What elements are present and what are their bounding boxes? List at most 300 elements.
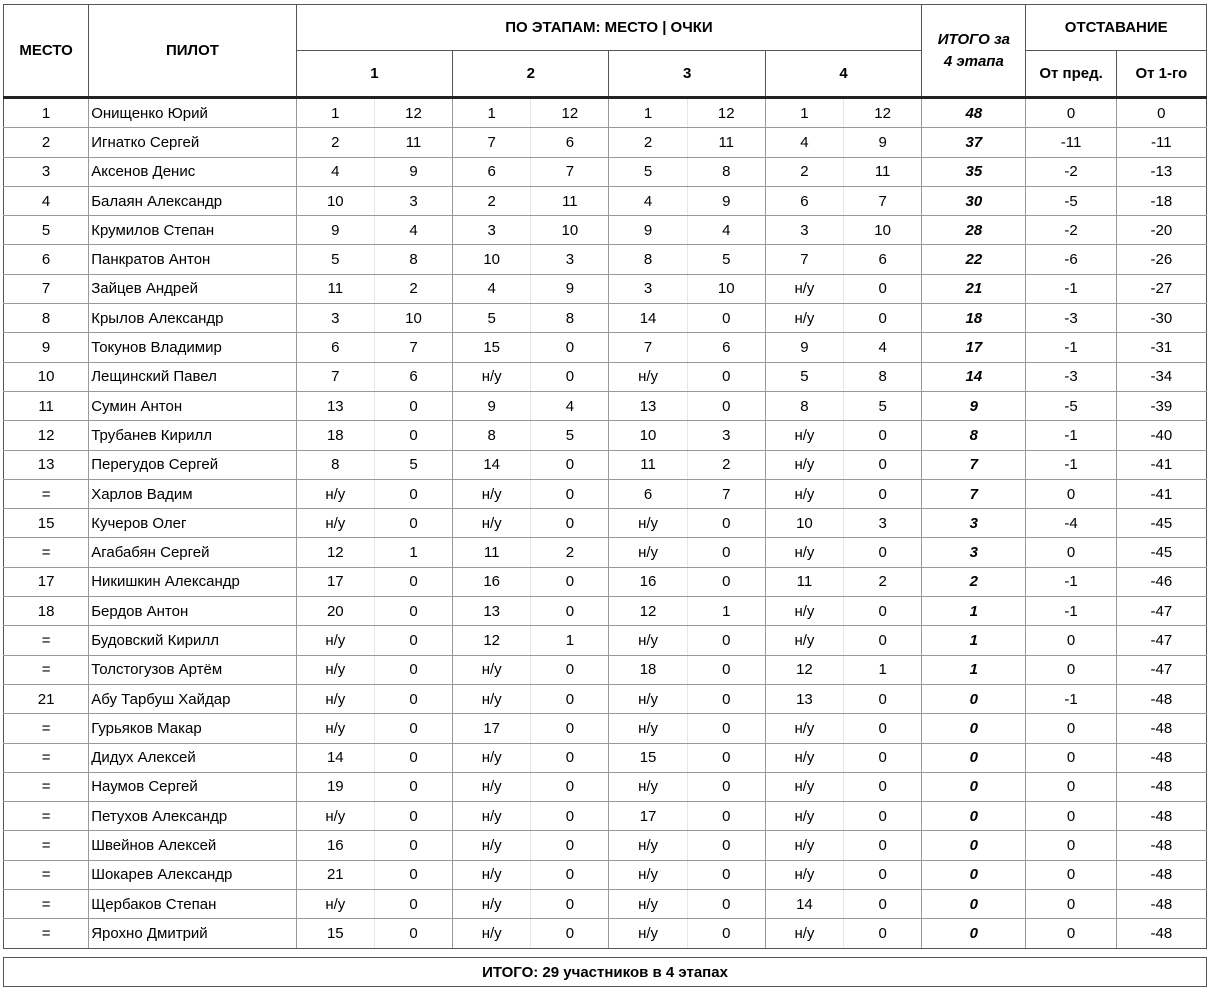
header-pilot: ПИЛОТ [89,5,297,98]
stage-1-place-cell: 8 [296,450,374,479]
stage-4-points-cell: 6 [844,245,922,274]
place-cell: 5 [4,216,89,245]
stage-4-place-cell: 5 [765,362,843,391]
gap-prev-cell: -5 [1026,186,1116,215]
stage-3-points-cell: 0 [687,714,765,743]
stage-3-points-cell: 4 [687,216,765,245]
pilot-name-cell: Крылов Александр [89,304,297,333]
stage-1-points-cell: 3 [374,186,452,215]
stage-3-place-cell: 15 [609,743,687,772]
total-points-cell: 17 [922,333,1026,362]
place-cell: = [4,919,89,948]
pilot-name-cell: Сумин Антон [89,391,297,420]
stage-3-points-cell: 0 [687,509,765,538]
pilot-name-cell: Никишкин Александр [89,567,297,596]
stage-2-place-cell: 14 [453,450,531,479]
stage-3-place-cell: 8 [609,245,687,274]
stage-2-points-cell: 0 [531,684,609,713]
total-points-cell: 8 [922,421,1026,450]
stage-3-place-cell: н/у [609,684,687,713]
stage-2-place-cell: 17 [453,714,531,743]
table-row [4,919,1207,948]
pilot-name-cell: Балаян Александр [89,186,297,215]
stage-4-points-cell: 9 [844,128,922,157]
pilot-name-cell: Шокарев Александр [89,860,297,889]
total-points-cell: 37 [922,128,1026,157]
table-row [4,450,1207,479]
stage-1-place-cell: н/у [296,802,374,831]
table-row [4,860,1207,889]
table-row [4,743,1207,772]
gap-prev-cell: 0 [1026,860,1116,889]
stage-1-place-cell: 2 [296,128,374,157]
total-points-cell: 0 [922,684,1026,713]
pilot-name-cell: Игнатко Сергей [89,128,297,157]
total-points-cell: 3 [922,509,1026,538]
total-points-cell: 1 [922,655,1026,684]
pilot-name-cell: Перегудов Сергей [89,450,297,479]
stage-3-place-cell: 4 [609,186,687,215]
pilot-name-cell: Швейнов Алексей [89,831,297,860]
stage-2-points-cell: 0 [531,333,609,362]
place-cell: 13 [4,450,89,479]
place-cell: 12 [4,421,89,450]
pilot-name-cell: Зайцев Андрей [89,274,297,303]
place-cell: 8 [4,304,89,333]
place-cell: = [4,626,89,655]
stage-4-points-cell: 4 [844,333,922,362]
stage-1-place-cell: 7 [296,362,374,391]
stage-2-points-cell: 1 [531,626,609,655]
stage-1-place-cell: н/у [296,890,374,919]
stage-2-place-cell: 7 [453,128,531,157]
pilot-name-cell: Лещинский Павел [89,362,297,391]
stage-3-points-cell: 9 [687,186,765,215]
stage-2-points-cell: 0 [531,831,609,860]
header-stages-title: ПО ЭТАПАМ: МЕСТО | ОЧКИ [296,5,922,51]
stage-3-place-cell: 12 [609,597,687,626]
stage-2-points-cell: 0 [531,772,609,801]
pilot-name-cell: Харлов Вадим [89,479,297,508]
pilot-name-cell: Аксенов Денис [89,157,297,186]
stage-4-place-cell: 12 [765,655,843,684]
stage-4-place-cell: н/у [765,714,843,743]
place-cell: 1 [4,98,89,128]
stage-2-place-cell: н/у [453,479,531,508]
pilot-name-cell: Абу Тарбуш Хайдар [89,684,297,713]
stage-4-place-cell: н/у [765,802,843,831]
place-cell: 21 [4,684,89,713]
stage-3-place-cell: 13 [609,391,687,420]
stage-1-points-cell: 5 [374,450,452,479]
stage-3-place-cell: н/у [609,538,687,567]
gap-first-cell: -34 [1116,362,1206,391]
table-row [4,567,1207,596]
stage-1-points-cell: 0 [374,421,452,450]
gap-first-cell: -39 [1116,391,1206,420]
place-cell: 15 [4,509,89,538]
table-row [4,802,1207,831]
stage-4-place-cell: н/у [765,919,843,948]
stage-4-points-cell: 12 [844,98,922,128]
place-cell: = [4,479,89,508]
gap-prev-cell: -1 [1026,684,1116,713]
place-cell: 2 [4,128,89,157]
pilot-name-cell: Щербаков Степан [89,890,297,919]
stage-3-points-cell: 0 [687,391,765,420]
place-cell: = [4,772,89,801]
stage-4-points-cell: 0 [844,304,922,333]
stage-3-place-cell: н/у [609,509,687,538]
header-gap: ОТСТАВАНИЕ [1026,5,1207,51]
stage-4-place-cell: 13 [765,684,843,713]
gap-first-cell: -41 [1116,479,1206,508]
gap-first-cell: -40 [1116,421,1206,450]
total-points-cell: 2 [922,567,1026,596]
stage-3-points-cell: 0 [687,802,765,831]
gap-first-cell: -31 [1116,333,1206,362]
gap-prev-cell: -6 [1026,245,1116,274]
header-stage-4: 4 [765,51,921,98]
stage-4-points-cell: 3 [844,509,922,538]
gap-prev-cell: -1 [1026,567,1116,596]
table-row [4,391,1207,420]
stage-1-points-cell: 0 [374,802,452,831]
gap-first-cell: -20 [1116,216,1206,245]
stage-3-points-cell: 0 [687,655,765,684]
stage-1-place-cell: 10 [296,186,374,215]
stage-3-place-cell: н/у [609,919,687,948]
place-cell: 11 [4,391,89,420]
pilot-name-cell: Гурьяков Макар [89,714,297,743]
table-row [4,684,1207,713]
stage-4-place-cell: 8 [765,391,843,420]
header-total [922,5,1026,98]
stage-3-points-cell: 0 [687,890,765,919]
table-row [4,421,1207,450]
pilot-name-cell: Кучеров Олег [89,509,297,538]
stage-1-place-cell: н/у [296,684,374,713]
stage-2-place-cell: 12 [453,626,531,655]
table-row [4,714,1207,743]
stage-4-points-cell: 0 [844,421,922,450]
table-row [4,626,1207,655]
stage-1-place-cell: н/у [296,479,374,508]
place-cell: 18 [4,597,89,626]
table-row [4,831,1207,860]
stage-3-points-cell: 0 [687,831,765,860]
place-cell: = [4,831,89,860]
gap-first-cell: -48 [1116,919,1206,948]
stage-2-place-cell: н/у [453,831,531,860]
stage-1-points-cell: 2 [374,274,452,303]
stage-2-points-cell: 0 [531,362,609,391]
stage-2-place-cell: н/у [453,684,531,713]
stage-4-place-cell: 11 [765,567,843,596]
stage-4-points-cell: 0 [844,772,922,801]
gap-first-cell: -48 [1116,772,1206,801]
stage-2-place-cell: н/у [453,655,531,684]
stage-4-points-cell: 10 [844,216,922,245]
gap-first-cell: -26 [1116,245,1206,274]
pilot-name-cell: Наумов Сергей [89,772,297,801]
gap-first-cell: -47 [1116,655,1206,684]
gap-first-cell: -48 [1116,831,1206,860]
table-row [4,304,1207,333]
stage-3-place-cell: 5 [609,157,687,186]
place-cell: 10 [4,362,89,391]
stage-3-place-cell: 17 [609,802,687,831]
stage-3-points-cell: 3 [687,421,765,450]
stage-4-place-cell: н/у [765,831,843,860]
stage-2-points-cell: 12 [531,98,609,128]
gap-prev-cell: -1 [1026,274,1116,303]
stage-4-points-cell: 0 [844,860,922,889]
gap-first-cell: -11 [1116,128,1206,157]
stage-2-points-cell: 0 [531,890,609,919]
table-row [4,333,1207,362]
place-cell: = [4,743,89,772]
stage-4-points-cell: 1 [844,655,922,684]
stage-4-place-cell: н/у [765,450,843,479]
stage-4-points-cell: 0 [844,831,922,860]
stage-2-points-cell: 6 [531,128,609,157]
stage-1-points-cell: 9 [374,157,452,186]
pilot-name-cell: Петухов Александр [89,802,297,831]
stage-1-points-cell: 0 [374,919,452,948]
pilot-name-cell: Трубанев Кирилл [89,421,297,450]
place-cell: = [4,860,89,889]
stage-4-points-cell: 0 [844,597,922,626]
total-points-cell: 0 [922,714,1026,743]
place-cell: 17 [4,567,89,596]
stage-2-place-cell: 15 [453,333,531,362]
stage-4-points-cell: 0 [844,479,922,508]
gap-prev-cell: 0 [1026,479,1116,508]
pilot-name-cell: Дидух Алексей [89,743,297,772]
table-header [4,5,1207,98]
gap-first-cell: -18 [1116,186,1206,215]
total-points-cell: 30 [922,186,1026,215]
pilot-name-cell: Толстогузов Артём [89,655,297,684]
stage-3-points-cell: 10 [687,274,765,303]
standings-table [3,4,1207,949]
stage-4-place-cell: 6 [765,186,843,215]
stage-2-points-cell: 0 [531,802,609,831]
stage-3-place-cell: 7 [609,333,687,362]
stage-1-points-cell: 8 [374,245,452,274]
stage-4-place-cell: н/у [765,597,843,626]
stage-2-place-cell: н/у [453,509,531,538]
stage-2-points-cell: 2 [531,538,609,567]
gap-first-cell: -48 [1116,890,1206,919]
total-points-cell: 0 [922,919,1026,948]
stage-1-points-cell: 0 [374,391,452,420]
stage-3-points-cell: 7 [687,479,765,508]
stage-1-place-cell: 4 [296,157,374,186]
stage-1-place-cell: 5 [296,245,374,274]
place-cell: = [4,802,89,831]
gap-prev-cell: 0 [1026,98,1116,128]
stage-1-place-cell: н/у [296,655,374,684]
pilot-name-cell: Токунов Владимир [89,333,297,362]
stage-2-place-cell: 6 [453,157,531,186]
total-points-cell: 1 [922,597,1026,626]
stage-3-place-cell: 18 [609,655,687,684]
stage-1-place-cell: н/у [296,626,374,655]
gap-prev-cell: -11 [1026,128,1116,157]
total-points-cell: 0 [922,831,1026,860]
stage-3-points-cell: 0 [687,919,765,948]
stage-1-points-cell: 1 [374,538,452,567]
summary-bar: ИТОГО: 29 участников в 4 этапах [3,957,1207,987]
stage-4-points-cell: 7 [844,186,922,215]
place-cell: 6 [4,245,89,274]
stage-2-place-cell: 13 [453,597,531,626]
stage-1-place-cell: 12 [296,538,374,567]
place-cell: = [4,714,89,743]
stage-1-points-cell: 11 [374,128,452,157]
stage-1-place-cell: 16 [296,831,374,860]
total-points-cell: 0 [922,890,1026,919]
stage-2-points-cell: 3 [531,245,609,274]
place-cell: 9 [4,333,89,362]
stage-2-points-cell: 11 [531,186,609,215]
stage-1-points-cell: 0 [374,597,452,626]
stage-2-points-cell: 0 [531,597,609,626]
stage-3-place-cell: н/у [609,772,687,801]
table-row [4,128,1207,157]
stage-2-points-cell: 0 [531,743,609,772]
stage-1-points-cell: 0 [374,772,452,801]
stage-1-place-cell: н/у [296,509,374,538]
total-points-cell: 1 [922,626,1026,655]
stage-1-points-cell: 0 [374,626,452,655]
stage-2-points-cell: 0 [531,714,609,743]
stage-3-points-cell: 12 [687,98,765,128]
stage-1-place-cell: 6 [296,333,374,362]
stage-3-place-cell: н/у [609,860,687,889]
header-stage-1: 1 [296,51,452,98]
stage-1-points-cell: 0 [374,509,452,538]
stage-2-place-cell: н/у [453,860,531,889]
gap-first-cell: -45 [1116,509,1206,538]
stage-3-points-cell: 0 [687,626,765,655]
total-points-cell: 48 [922,98,1026,128]
stage-3-place-cell: н/у [609,890,687,919]
stage-4-place-cell: 9 [765,333,843,362]
stage-2-place-cell: 8 [453,421,531,450]
stage-2-points-cell: 0 [531,509,609,538]
gap-first-cell: -48 [1116,802,1206,831]
stage-4-points-cell: 0 [844,919,922,948]
place-cell: 3 [4,157,89,186]
stage-4-place-cell: н/у [765,743,843,772]
stage-1-points-cell: 4 [374,216,452,245]
stage-3-points-cell: 8 [687,157,765,186]
stage-2-points-cell: 4 [531,391,609,420]
stage-2-points-cell: 8 [531,304,609,333]
stage-4-place-cell: н/у [765,626,843,655]
stage-4-points-cell: 0 [844,684,922,713]
stage-1-points-cell: 10 [374,304,452,333]
stage-2-place-cell: 11 [453,538,531,567]
total-points-cell: 18 [922,304,1026,333]
stage-1-place-cell: 17 [296,567,374,596]
stage-2-place-cell: н/у [453,919,531,948]
stage-3-points-cell: 0 [687,743,765,772]
gap-first-cell: -27 [1116,274,1206,303]
gap-first-cell: 0 [1116,98,1206,128]
table-row [4,157,1207,186]
stage-3-place-cell: 1 [609,98,687,128]
stage-1-place-cell: 13 [296,391,374,420]
stage-3-points-cell: 0 [687,860,765,889]
stage-2-points-cell: 10 [531,216,609,245]
table-row [4,597,1207,626]
stage-1-place-cell: 20 [296,597,374,626]
stage-3-place-cell: 9 [609,216,687,245]
total-points-cell: 7 [922,450,1026,479]
pilot-name-cell: Будовский Кирилл [89,626,297,655]
stage-3-place-cell: 6 [609,479,687,508]
table-row [4,538,1207,567]
stage-1-place-cell: н/у [296,714,374,743]
stage-3-place-cell: 10 [609,421,687,450]
stage-4-points-cell: 0 [844,714,922,743]
stage-3-points-cell: 0 [687,684,765,713]
header-total-line1: ИТОГО за [937,30,1010,48]
stage-4-points-cell: 0 [844,450,922,479]
stage-1-points-cell: 0 [374,567,452,596]
gap-first-cell: -48 [1116,860,1206,889]
gap-prev-cell: -1 [1026,597,1116,626]
stage-3-place-cell: 16 [609,567,687,596]
stage-4-place-cell: 4 [765,128,843,157]
stage-4-place-cell: н/у [765,274,843,303]
stage-4-points-cell: 0 [844,626,922,655]
gap-first-cell: -47 [1116,626,1206,655]
header-gap-prev: От пред. [1026,51,1116,98]
stage-1-points-cell: 0 [374,684,452,713]
stage-3-place-cell: н/у [609,626,687,655]
place-cell: = [4,655,89,684]
gap-prev-cell: -4 [1026,509,1116,538]
total-points-cell: 14 [922,362,1026,391]
stage-3-points-cell: 0 [687,567,765,596]
gap-prev-cell: 0 [1026,655,1116,684]
stage-4-place-cell: н/у [765,304,843,333]
gap-first-cell: -13 [1116,157,1206,186]
stage-1-points-cell: 0 [374,479,452,508]
stage-1-points-cell: 12 [374,98,452,128]
stage-1-points-cell: 0 [374,890,452,919]
stage-2-place-cell: 1 [453,98,531,128]
total-points-cell: 0 [922,860,1026,889]
place-cell: 7 [4,274,89,303]
stage-2-place-cell: н/у [453,362,531,391]
total-points-cell: 9 [922,391,1026,420]
place-cell: = [4,890,89,919]
gap-prev-cell: 0 [1026,919,1116,948]
stage-4-points-cell: 0 [844,743,922,772]
stage-1-place-cell: 18 [296,421,374,450]
header-stage-2: 2 [453,51,609,98]
stage-2-place-cell: 3 [453,216,531,245]
total-points-cell: 28 [922,216,1026,245]
gap-prev-cell: -1 [1026,450,1116,479]
pilot-name-cell: Агабабян Сергей [89,538,297,567]
